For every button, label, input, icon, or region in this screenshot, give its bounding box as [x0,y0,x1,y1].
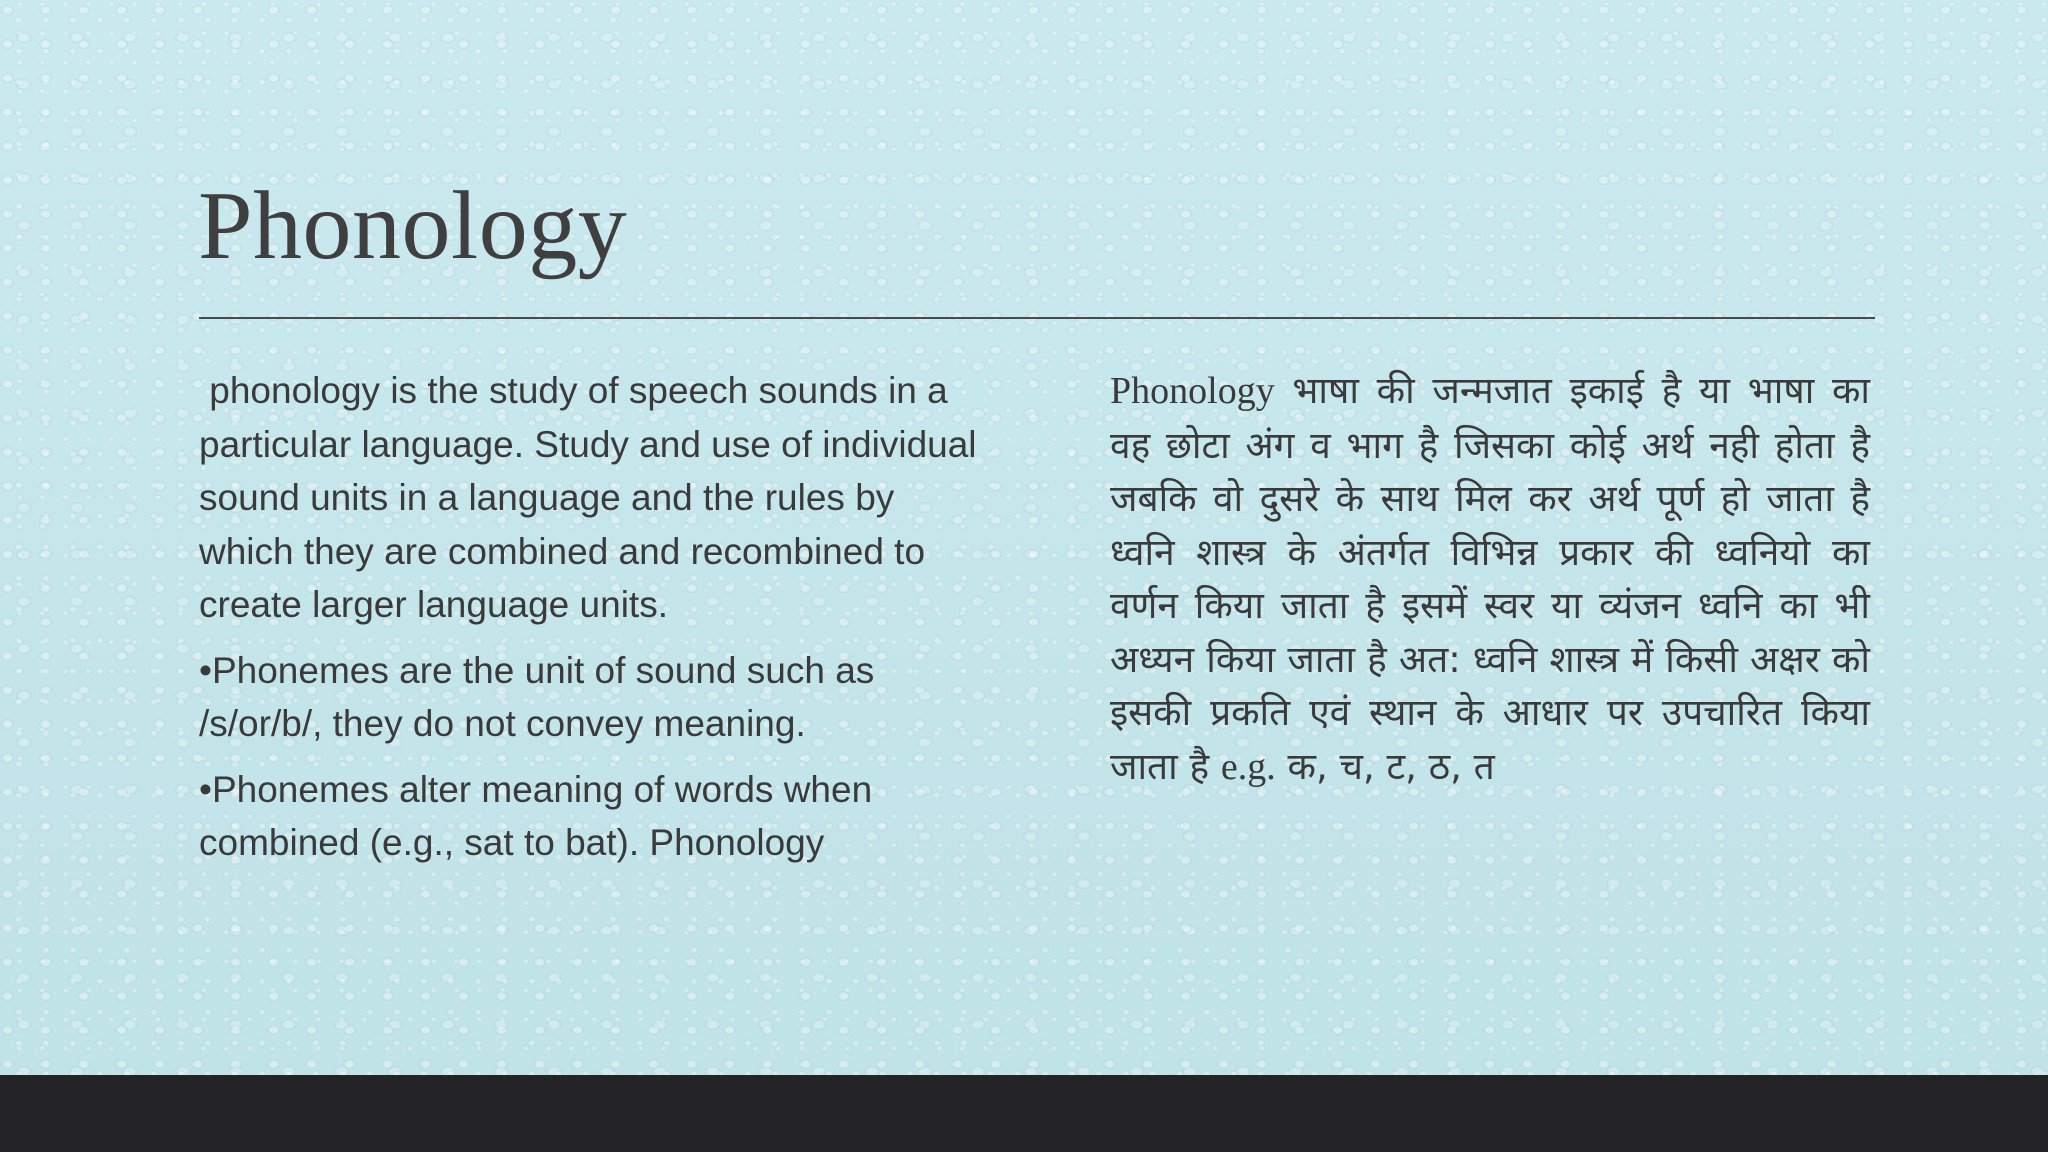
bullet-phonemes-units: •Phonemes are the unit of sound such as /s/or/b/, they do not convey meaning. [199,649,885,744]
hindi-lead-term: Phonology [1110,370,1275,412]
definition-paragraph: phonology is the study of speech sounds in a particular language. Study and use of individual sound units in a language and the rules by which they are combined and recombined to create larger language units. [199,370,987,625]
slide-title: Phonology [198,172,628,280]
english-text-column [199,364,989,882]
hindi-eg-marker: e.g. [1220,745,1276,788]
hindi-body-text: भाषा की जन्मजात इकाई है या भाषा का वह छोटा अंग व भाग है जिसका कोई अर्थ नही होता है जबकि वो दुसरे के साथ मिल कर अर्थ पूर्ण हो जाता है ध्वनि शास्त्र के अंतर्गत विभिन्न प्रकार की ध्वनियो का वर्णन किया जाता है इसमें स्वर या व्यंजन ध्वनि का भी अध्यन किया जाता है अत: ध्वनि शास्त्र में किसी अक्षर को इसकी प्रकति एवं स्थान के आधार पर उपचारित किया जाता है [1110,369,1870,788]
hindi-text-column [1110,364,1870,794]
title-divider [199,317,1875,319]
bullet-phonemes-meaning: •Phonemes alter meaning of words when combined (e.g., sat to bat). Phonology [199,768,883,863]
hindi-examples: क, च, ट, ठ, त [1275,744,1495,788]
footer-band [0,1075,2048,1152]
